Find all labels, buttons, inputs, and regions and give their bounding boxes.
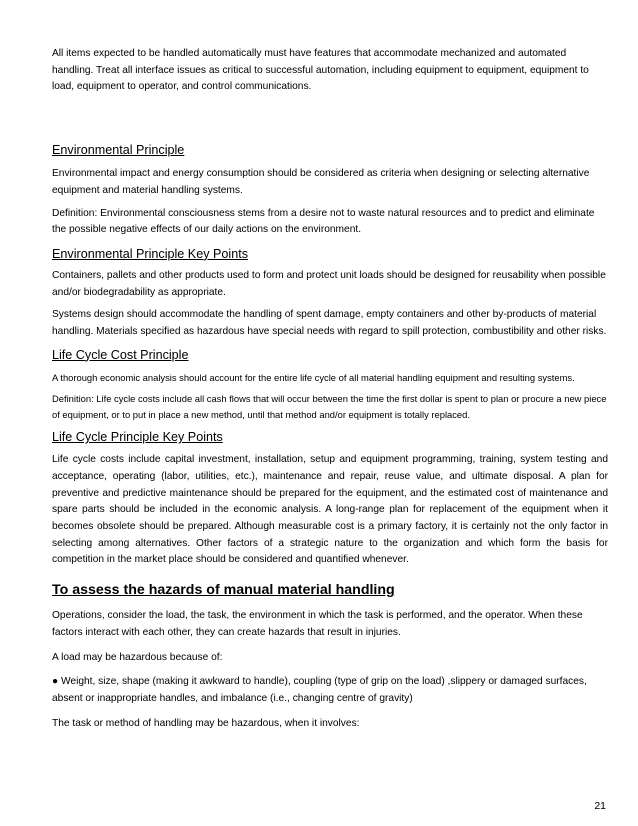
- heading-life-cycle-cost: Life Cycle Cost Principle: [52, 347, 189, 362]
- life-cycle-key-points-paragraph: Life cycle costs include capital investment, installation, setup and equipment programming, training, system testing and acceptance, operating (labor, utilities, etc.), maintenance and repair, reuse value, and ultimate disposal. A plan for preventive and predictive maintenance should be prepared for the equipment, and the estimated cost of maintenance and spare parts should be included in the economic analysis. A long-range plan for replacement of the equipment when it becomes obsolete should be prepared. Although measurable cost is a primary factory, it is certainly not the only factor in selecting among alternatives. Other factors of a strategic nature to the organization and which form the basis for competition in the market place should be considered and quantified whenever.: [52, 454, 608, 566]
- life-cycle-cost-intro: A thorough economic analysis should account for the entire life cycle of all material handling equipment and resulting systems.: [52, 371, 575, 383]
- hazards-intro-paragraph: Operations, consider the load, the task, the environment in which the task is performed, and the operator. When these factors interact with each other, they can create hazards that result in injuries.: [52, 610, 583, 638]
- environmental-intro-paragraph: Environmental impact and energy consumption should be considered as criteria when designing or selecting alternative equipment and material handling systems.: [52, 168, 590, 196]
- heading-assess-hazards: To assess the hazards of manual material handling: [52, 582, 395, 599]
- page-number: 21: [594, 800, 606, 812]
- heading-environmental-principle: Environmental Principle: [52, 143, 185, 158]
- environmental-key-point-2: Systems design should accommodate the handling of spent damage, empty containers and other by-products of material handling. Materials specified as hazardous have special needs with regard to spill protection, combustibility and other risks.: [52, 309, 607, 338]
- heading-life-cycle-key-points: Life Cycle Principle Key Points: [52, 430, 223, 445]
- task-hazard-paragraph: The task or method of handling may be hazardous, when it involves:: [52, 717, 360, 729]
- life-cycle-cost-definition: Definition: Life cycle costs include all cash flows that will occur between the time the first dollar is spent to plan or procure a new piece of equipment, or to put in place a new method, until that method and/or equipment is totally replaced.: [52, 393, 607, 420]
- heading-environmental-key-points: Environmental Principle Key Points: [52, 246, 248, 261]
- load-hazard-bullet: ● Weight, size, shape (making it awkward to handle), coupling (type of grip on the load) ,slippery or damaged surfaces, absent or inappropriate handles, and imbalance (i.e., changing centre of gravity): [52, 676, 587, 704]
- intro-paragraph: All items expected to be handled automatically must have features that accommodate mechanized and automated handling. Treat all interface issues as critical to successful automation, including equipment to equipment, equipment to load, equipment to operator, and control communications.: [52, 48, 589, 93]
- environmental-definition-paragraph: Definition: Environmental consciousness stems from a desire not to waste natural resources and to predict and eliminate the possible negative effects of our daily actions on the environment.: [52, 207, 595, 236]
- environmental-key-point-1: Containers, pallets and other products used to form and protect unit loads should be designed for reusability when possible and/or biodegradability as appropriate.: [52, 269, 606, 298]
- page-content: [52, 46, 608, 732]
- load-hazard-paragraph: A load may be hazardous because of:: [52, 651, 223, 663]
